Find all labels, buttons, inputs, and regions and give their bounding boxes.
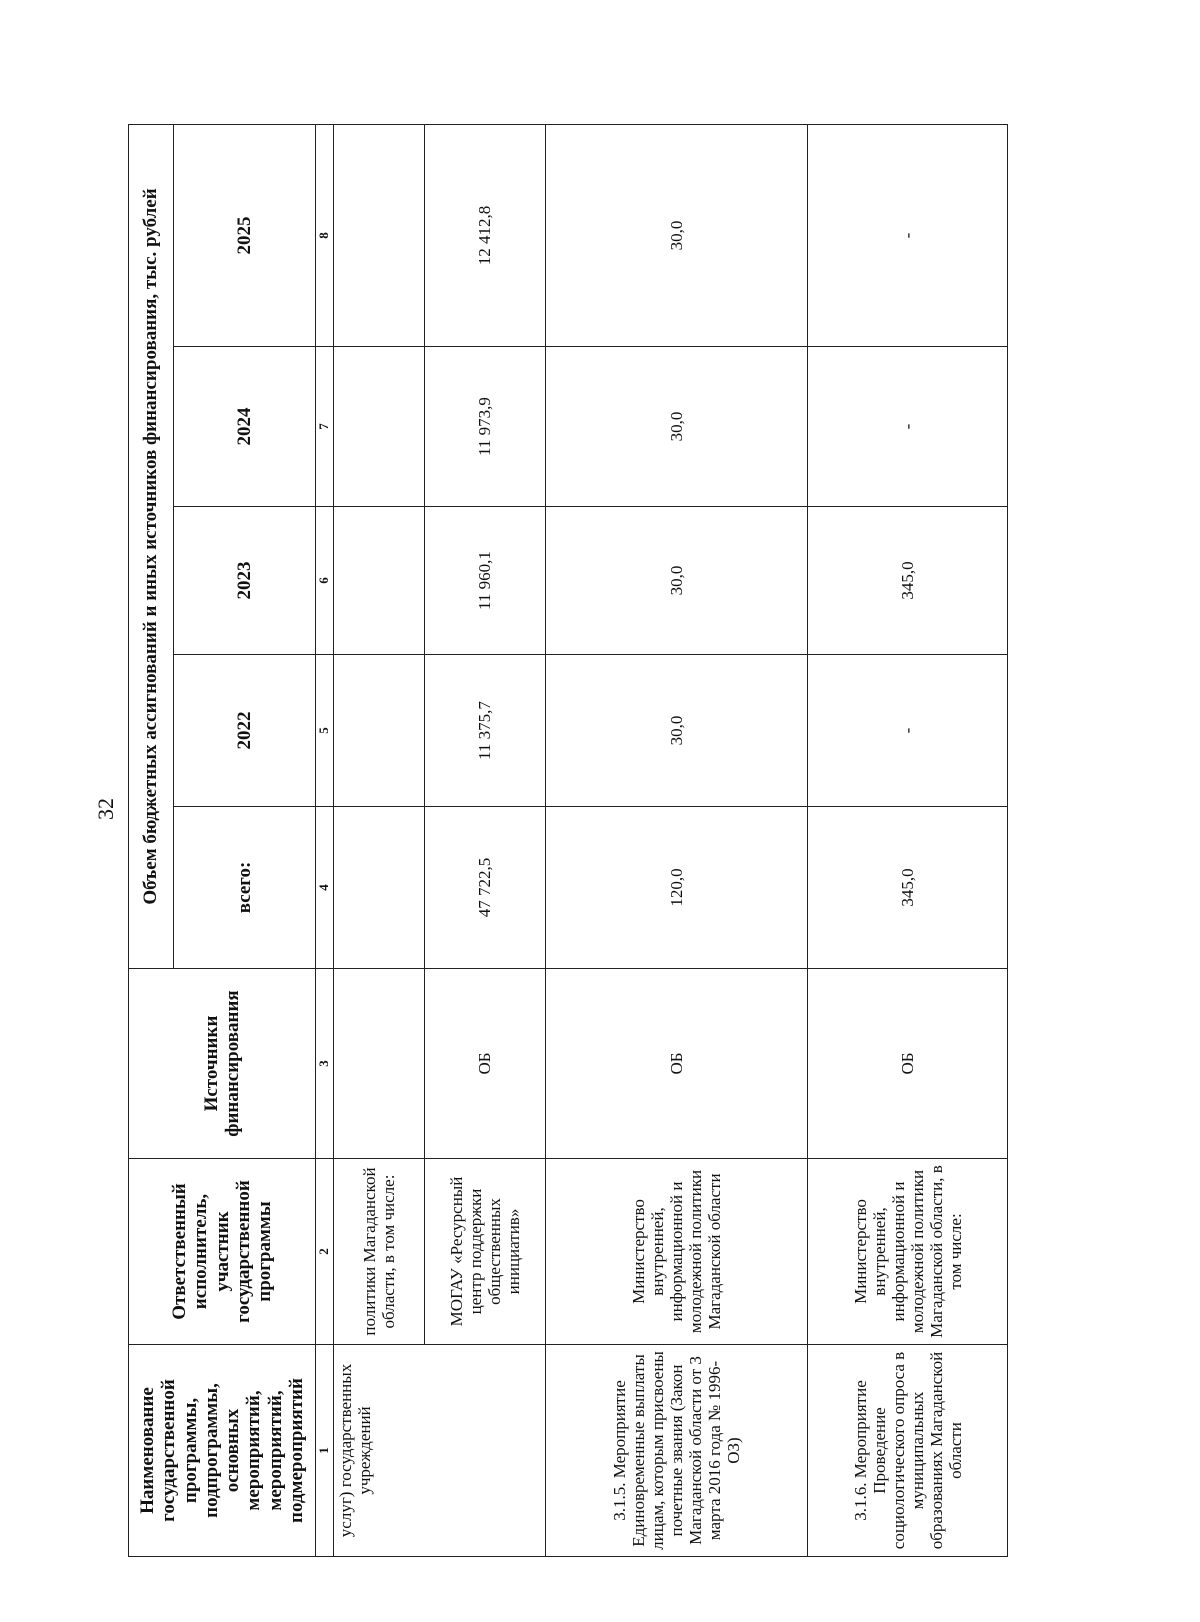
header-name: Наименование государственной программы, подпрограммы, основных мероприятий, мероприятий, подмероприятий: [129, 1345, 316, 1557]
header-total: всего:: [173, 807, 316, 969]
page-number: 32: [93, 798, 118, 820]
column-number: 1: [316, 1345, 333, 1557]
header-year-2025: 2025: [173, 124, 316, 346]
row-2025: -: [808, 124, 1008, 346]
row-2022: 30,0: [545, 655, 808, 807]
row-2023: 30,0: [545, 507, 808, 655]
row-source: ОБ: [808, 969, 1008, 1159]
column-number: 5: [316, 655, 333, 807]
budget-table: [128, 124, 1008, 1557]
row-2024: [333, 347, 425, 507]
row-total: 47 722,5: [425, 807, 545, 969]
header-year-2024: 2024: [173, 347, 316, 507]
row-name: 3.1.6. Мероприятие Проведение социологического опроса в муниципальных образованиях Магаданской области: [808, 1345, 1008, 1557]
row-2023: 11 960,1: [425, 507, 545, 655]
column-number: 3: [316, 969, 333, 1159]
header-year-2022: 2022: [173, 655, 316, 807]
row-source: ОБ: [425, 969, 545, 1159]
table-row: [808, 124, 1008, 1556]
column-number: 6: [316, 507, 333, 655]
row-total: [333, 807, 425, 969]
column-number: 7: [316, 347, 333, 507]
row-2022: [333, 655, 425, 807]
row-executor: Министерство внутренней, информационной и молодежной политики Магаданской области: [545, 1159, 808, 1345]
table-row: [545, 124, 808, 1556]
table-row: [333, 124, 425, 1556]
row-2025: [333, 124, 425, 346]
row-2022: -: [808, 655, 1008, 807]
row-source: ОБ: [545, 969, 808, 1159]
row-2025: 30,0: [545, 124, 808, 346]
row-2024: 11 973,9: [425, 347, 545, 507]
row-2024: 30,0: [545, 347, 808, 507]
row-2025: 12 412,8: [425, 124, 545, 346]
row-2022: 11 375,7: [425, 655, 545, 807]
column-numbers-row: [316, 124, 333, 1556]
row-2023: [333, 507, 425, 655]
column-number: 4: [316, 807, 333, 969]
header-volume: Объем бюджетных ассигнований и иных источников финансирования, тыс. рублей: [129, 124, 174, 968]
row-name: 3.1.5. Мероприятие Единовременные выплаты лицам, которым присвоены почетные звания (Закон Магаданской области от 3 марта 2016 года № 1996-ОЗ): [545, 1345, 808, 1557]
header-source: Источники финансирования: [129, 969, 316, 1159]
row-executor: Министерство внутренней, информационной и молодежной политики Магаданской области, в том числе:: [808, 1159, 1008, 1345]
row-source: [333, 969, 425, 1159]
header-executor: Ответственный исполнитель, участник государственной программы: [129, 1159, 316, 1345]
row-executor: политики Магаданской области, в том числе:: [333, 1159, 425, 1345]
row-2023: 345,0: [808, 507, 1008, 655]
column-number: 8: [316, 124, 333, 346]
row-total: 120,0: [545, 807, 808, 969]
header-year-2023: 2023: [173, 507, 316, 655]
row-name: услуг) государственных учреждений: [333, 1345, 545, 1557]
row-executor: МОГАУ «Ресурсный центр поддержки общественных инициатив»: [425, 1159, 545, 1345]
table-row: [425, 124, 545, 1556]
row-total: 345,0: [808, 807, 1008, 969]
row-2024: -: [808, 347, 1008, 507]
budget-table-rotated: [128, 125, 1008, 1557]
column-number: 2: [316, 1159, 333, 1345]
